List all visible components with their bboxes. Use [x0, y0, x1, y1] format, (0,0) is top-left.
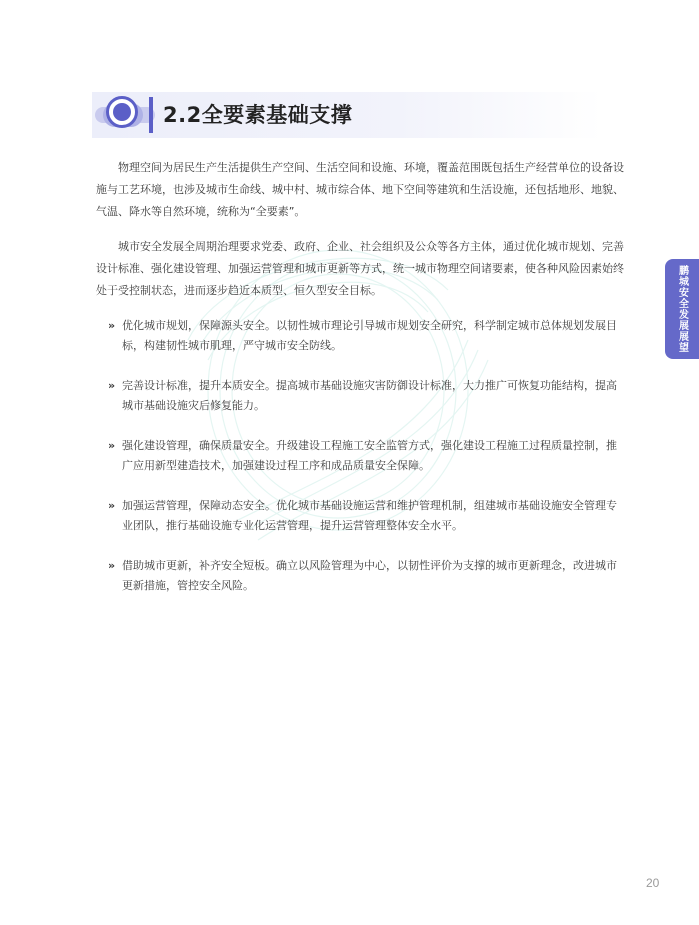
section-title: 2.2全要素基础支撑 [163, 103, 353, 127]
bullet-text: 借助城市更新，补齐安全短板。确立以风险管理为中心，以韧性评价为支撑的城市更新理念，改进城市更新措施，管控安全风险。 [122, 559, 617, 592]
bullet-text: 加强运营管理，保障动态安全。优化城市基础设施运营和维护管理机制，组建城市基础设施安全管理专业团队，推行基础设施专业化运营管理，提升运营管理整体安全水平。 [122, 499, 617, 532]
bullet-item [96, 376, 624, 416]
header-dot-icon [113, 103, 131, 121]
chevron-right-icon: » [108, 379, 116, 392]
header-accent-bar [149, 97, 153, 133]
bullet-item [96, 436, 624, 476]
bullet-text: 优化城市规划，保障源头安全。以韧性城市理论引导城市规划安全研究，科学制定城市总体规划发展目标，构建韧性城市肌理，严守城市安全防线。 [122, 319, 617, 352]
chevron-right-icon: » [108, 559, 116, 572]
bullet-list [96, 316, 624, 616]
chevron-right-icon: » [108, 499, 116, 512]
chevron-right-icon: » [108, 319, 116, 332]
bullet-item [96, 556, 624, 596]
bullet-item [96, 496, 624, 536]
intro-paragraph-1: 物理空间为居民生产生活提供生产空间、生活空间和设施、环境，覆盖范围既包括生产经营单位的设备设施与工艺环境，也涉及城市生命线、城中村、城市综合体、地下空间等建筑和生活设施，还包括地形、地貌、气温、降水等自然环境，统称为“全要素”。 [96, 161, 624, 218]
intro-paragraph-2: 城市安全发展全周期治理要求党委、政府、企业、社会组织及公众等各方主体，通过优化城市规划、完善设计标准、强化建设管理、加强运营管理和城市更新等方式，统一城市物理空间诸要素，使各种风险因素始终处于受控制状态，进而逐步趋近本质型、恒久型安全目标。 [96, 240, 624, 297]
chapter-side-tab-label: 鹏城安全发展展望 [676, 265, 688, 353]
bullet-text: 完善设计标准，提升本质安全。提高城市基础设施灾害防御设计标准，大力推广可恢复功能结构，提高城市基础设施灾后修复能力。 [122, 379, 617, 412]
chapter-side-tab[interactable] [665, 259, 699, 359]
chevron-right-icon: » [108, 439, 116, 452]
page-number: 20 [646, 876, 660, 890]
bullet-text: 强化建设管理，确保质量安全。升级建设工程施工安全监管方式，强化建设工程施工过程质量控制，推广应用新型建造技术，加强建设过程工序和成品质量安全保障。 [122, 439, 617, 472]
bullet-item [96, 316, 624, 356]
